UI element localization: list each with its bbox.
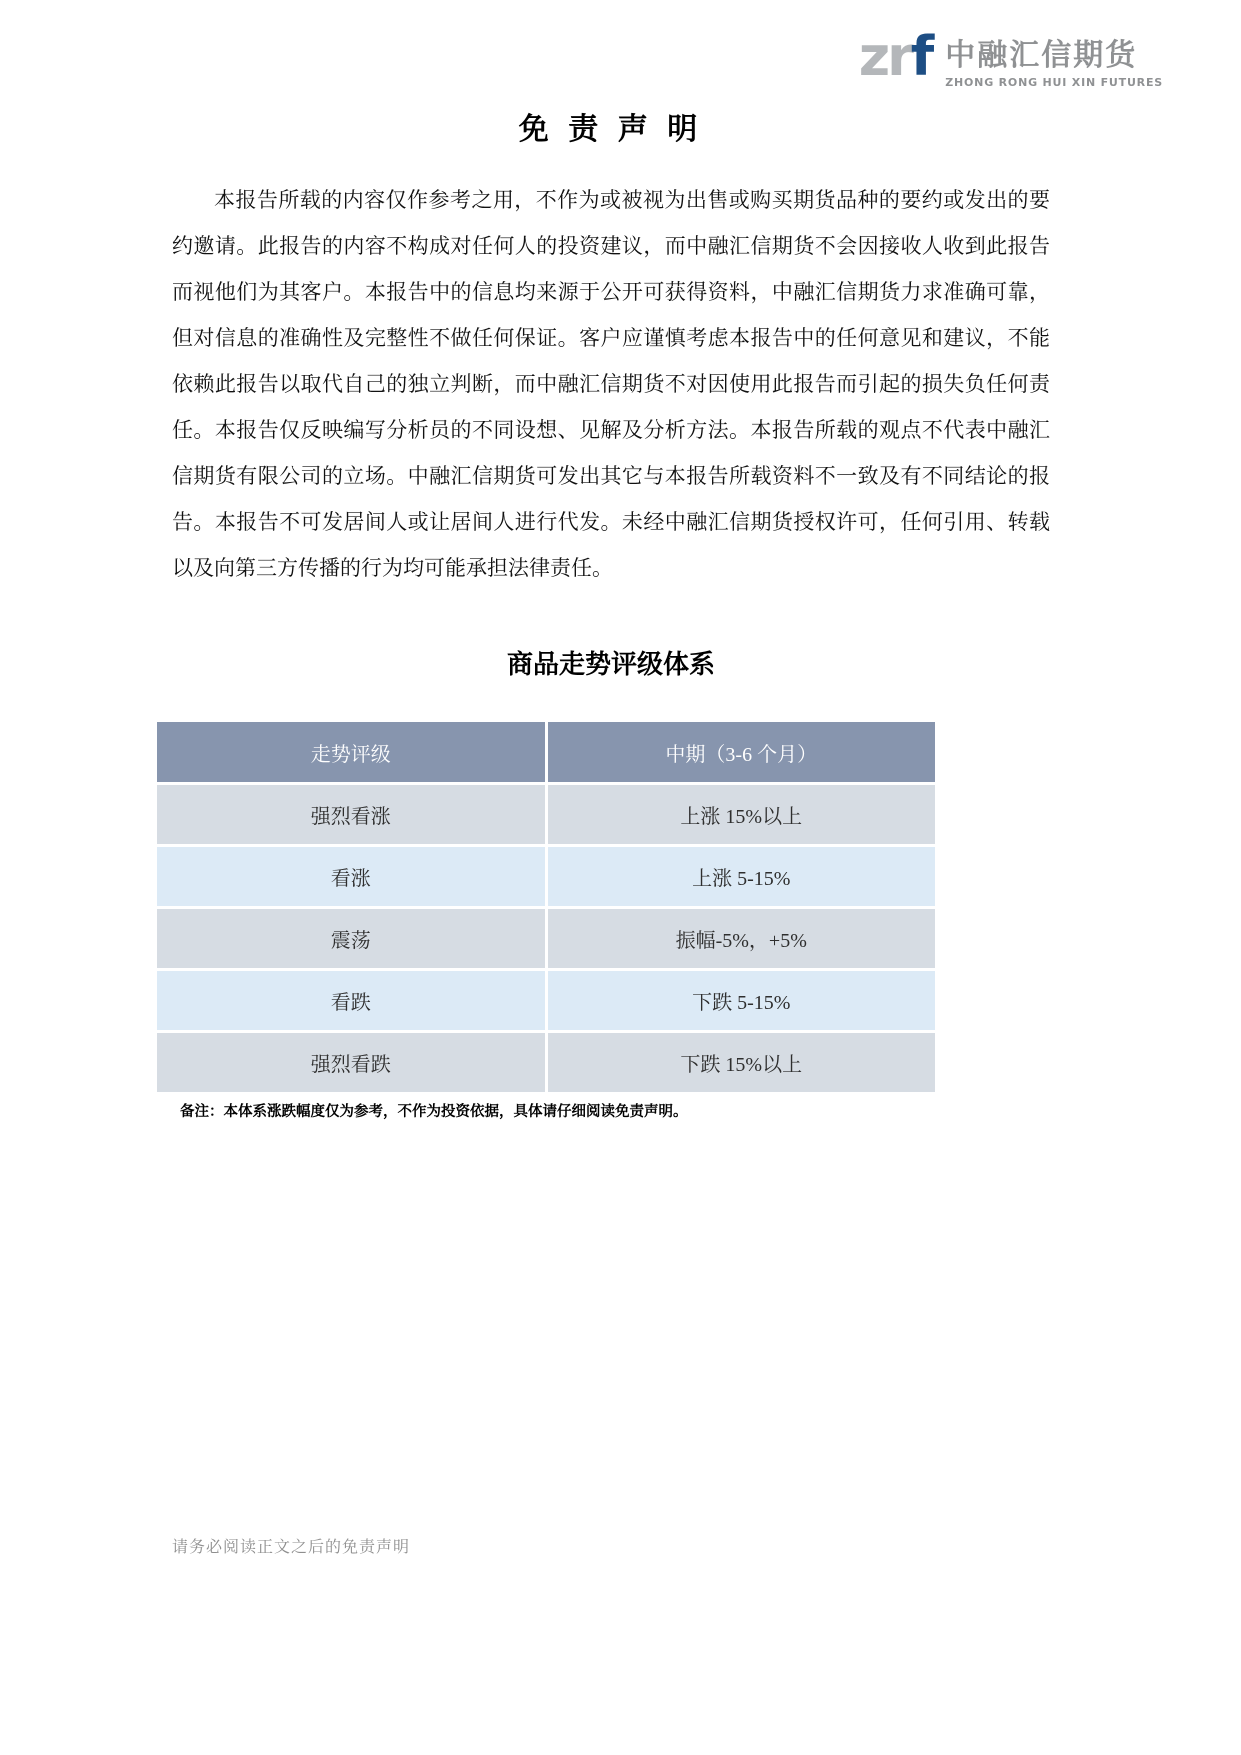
rating-system-title: 商品走势评级体系	[506, 650, 715, 679]
table-row	[157, 909, 935, 968]
range-cell: 下跌 15%以上	[548, 1033, 936, 1092]
brand-name-chinese: 中融汇信期货	[945, 38, 1138, 73]
header-cell-midterm: 中期（3-6 个月）	[548, 722, 936, 782]
brand-name	[945, 40, 1163, 89]
table-row	[157, 1033, 935, 1092]
rating-cell: 震荡	[157, 909, 545, 968]
table-row	[157, 785, 935, 844]
rating-cell: 强烈看跌	[157, 1033, 545, 1092]
range-cell: 上涨 5-15%	[548, 847, 936, 906]
disclaimer-title: 免 责 声 明	[518, 113, 704, 146]
table-row	[157, 971, 935, 1030]
disclaimer-body: 本报告所载的内容仅作参考之用，不作为或被视为出售或购买期货品种的要约或发出的要约邀请。此报告的内容不构成对任何人的投资建议，而中融汇信期货不会因接收人收到此报告而视他们为其客户。本报告中的信息均来源于公开可获得资料，中融汇信期货力求准确可靠，但对信息的准确性及完整性不做任何保证。客户应谨慎考虑本报告中的任何意见和建议，不能依赖此报告以取代自己的独立判断，而中融汇信期货不对因使用此报告而引起的损失负任何责任。本报告仅反映编写分析员的不同设想、见解及分析方法。本报告所载的观点不代表中融汇信期货有限公司的立场。中融汇信期货可发出其它与本报告所载资料不一致及有不同结论的报告。本报告不可发居间人或让居间人进行代发。未经中融汇信期货授权许可，任何引用、转载以及向第三方传播的行为均可能承担法律责任。	[172, 188, 1050, 580]
range-cell: 上涨 15%以上	[548, 785, 936, 844]
range-cell: 下跌 5-15%	[548, 971, 936, 1030]
rating-cell: 看涨	[157, 847, 545, 906]
monogram-f: f	[910, 25, 932, 88]
zrf-monogram-icon	[858, 25, 932, 88]
table-header-row	[157, 722, 935, 782]
rating-cell: 看跌	[157, 971, 545, 1030]
company-logo	[859, 22, 1163, 89]
rating-table-note: 备注：本体系涨跌幅度仅为参考，不作为投资依据，具体请仔细阅读免责声明。	[180, 1104, 688, 1120]
table-row	[157, 847, 935, 906]
monogram-zr: zr	[858, 25, 911, 88]
rating-cell: 强烈看涨	[157, 785, 545, 844]
brand-name-english: ZHONG RONG HUI XIN FUTURES	[945, 75, 1163, 89]
range-cell: 振幅-5%，+5%	[548, 909, 936, 968]
rating-table	[157, 722, 935, 1095]
footer-disclaimer-reminder: 请务必阅读正文之后的免责声明	[172, 1539, 411, 1556]
header-cell-rating: 走势评级	[157, 722, 545, 782]
